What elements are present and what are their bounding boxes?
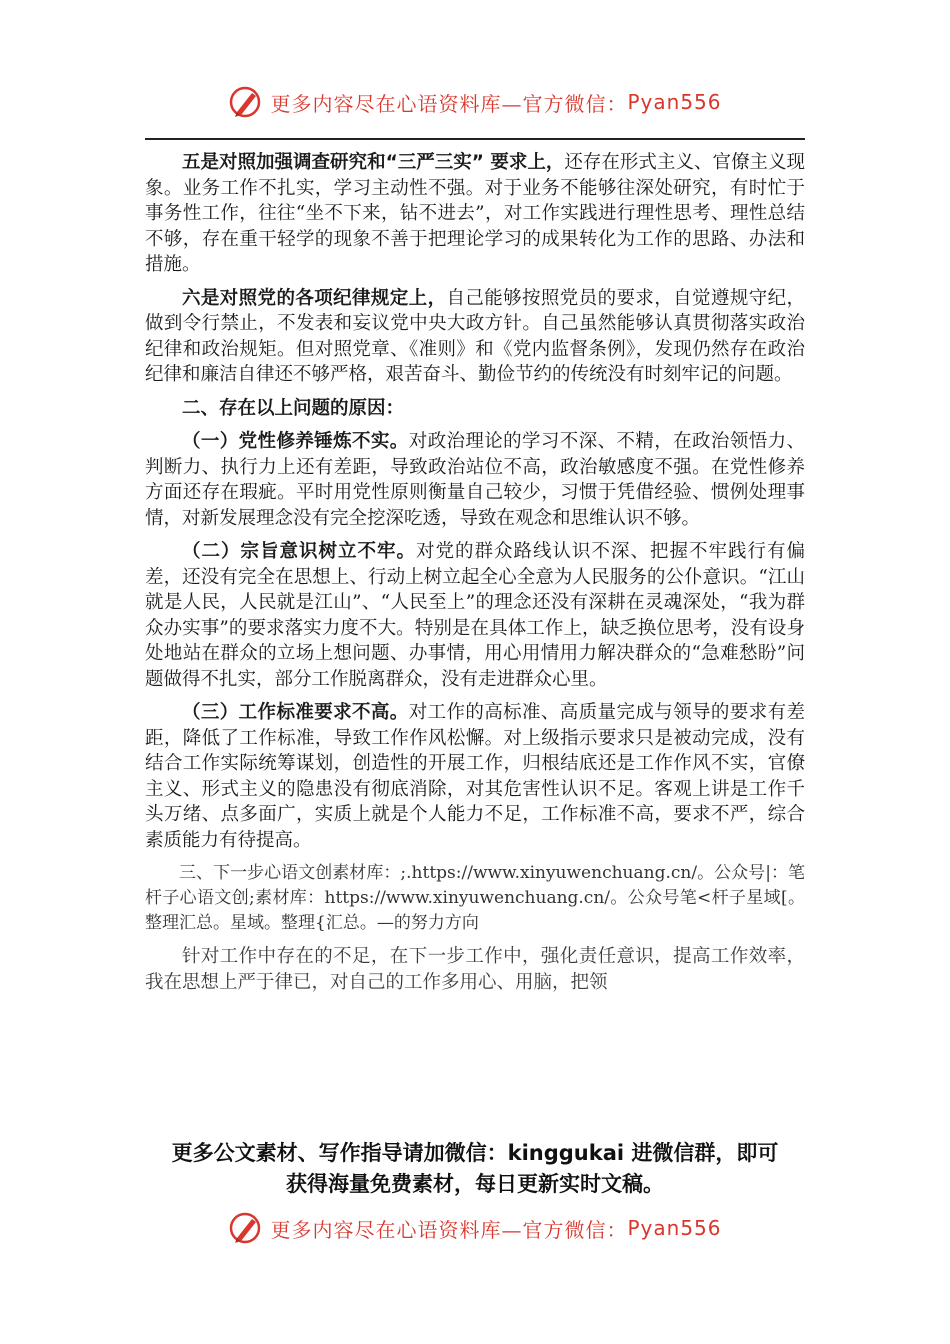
promo-line: 获得海量免费素材，每日更新实时文稿。 (286, 1172, 664, 1196)
footer-banner (0, 1208, 950, 1248)
promo-line: 更多公文素材、写作指导请加微信：kinggukai 进微信群，即可 (171, 1141, 779, 1165)
document-body (145, 150, 805, 1003)
paragraph-text: 对党的群众路线认识不深、把握不牢践行有偏差，还没有完全在思想上、行动上树立起全心全意为人民服务的公仆意识。“江山就是人民，人民就是江山”、“人民至上”的理念还没有深耕在灵魂深处，“我为群众办实事”的要求落实力度不大。特别是在具体工作上，缺乏换位思考，没有设身处地站在群众的立场上想问题、办事情，用心用情用力解决群众的“急难愁盼”问题做得不扎实，部分工作脱离群众，没有走进群众心里。 (145, 541, 805, 690)
paragraph (145, 286, 805, 388)
header-banner-wechat: Pyan556 (627, 90, 722, 114)
footer-banner-wechat: Pyan556 (627, 1216, 722, 1240)
paragraph-text: 还存在形式主义、官僚主义现象。业务工作不扎实，学习主动性不强。对于业务不能够往深处研究，有时忙于事务性工作，往往“坐不下来，钻不进去”，对工作实践进行理性思考、理性总结不够，存在重干轻学的现象不善于把理论学习的成果转化为工作的思路、办法和措施。 (145, 152, 805, 275)
paragraph-lead: （二）宗旨意识树立不牢。 (182, 541, 416, 562)
paragraph-text: 对政治理论的学习不深、不精，在政治领悟力、判断力、执行力上还有差距，导致政治站位不高，政治敏感度不强。在党性修养方面还存在瑕疵。平时用党性原则衡量自己较少，习惯于凭借经验、惯例处理事情，对新发展理念没有完全挖深吃透，导致在观念和思维认识不够。 (145, 431, 805, 529)
paragraph-lead: （一）党性修养锤炼不实。 (182, 431, 409, 452)
promo-block (145, 1138, 805, 1200)
footer-banner-text: 更多内容尽在心语资料库—官方微信： (270, 1217, 628, 1242)
paragraph (145, 539, 805, 692)
pen-logo-icon (228, 84, 264, 120)
paragraph-lead: 六是对照党的各项纪律规定上， (182, 287, 447, 309)
header-divider (145, 138, 805, 140)
paragraph-lead: 五是对照加强调查研究和“三严三实” 要求上， (182, 152, 565, 173)
section-heading-text: 二、存在以上问题的原因： (182, 397, 405, 419)
header-banner (0, 82, 950, 122)
paragraph-lead: （三）工作标准要求不高。 (182, 702, 409, 723)
paragraph-text: 自己能够按照党员的要求，自觉遵规守纪，做到令行禁止，不发表和妄议党中央大政方针。自己虽然能够认真贯彻落实政治纪律和政治规矩。但对照党章、《准则》和《党内监督条例》，发现仍然存在政治纪律和廉洁自律还不够严格，艰苦奋斗、勤俭节约的传统没有时刻牢记的问题。 (145, 287, 805, 385)
paragraph (145, 429, 805, 531)
paragraph (145, 700, 805, 853)
section-heading (145, 396, 805, 422)
paragraph-truncated: 针对工作中存在的不足，在下一步工作中，强化责任意识，提高工作效率，我在思想上严于律已，对自己的工作多用心、用脑，把领 (145, 946, 805, 993)
paragraph (145, 150, 805, 278)
pen-logo-icon (228, 1210, 264, 1246)
header-banner-text: 更多内容尽在心语资料库—官方微信： (270, 91, 628, 116)
paragraph-text: 对工作的高标准、高质量完成与领导的要求有差距，降低了工作标准，导致工作作风松懈。对上级指示要求只是被动完成，没有结合工作实际统筹谋划，创造性的开展工作，归根结底还是工作作风不实，官僚主义、形式主义的隐患没有彻底消除，对其危害性认识不足。客观上讲是工作千头万绪、点多面广，实质上就是个人能力不足，工作标准不高，要求不严，综合素质能力有待提高。 (145, 702, 805, 851)
ocr-noise-paragraph: 三、下一步心语文创素材库：;.https://www.xinyuwenchuang.cn/。公众号|：笔杆子心语文创;素材库：https://www.xinyuwenchuang.cn/。公众号笔<杆子星域[。整理汇总。星域。整理{汇总。—的努力方向 (145, 863, 805, 933)
